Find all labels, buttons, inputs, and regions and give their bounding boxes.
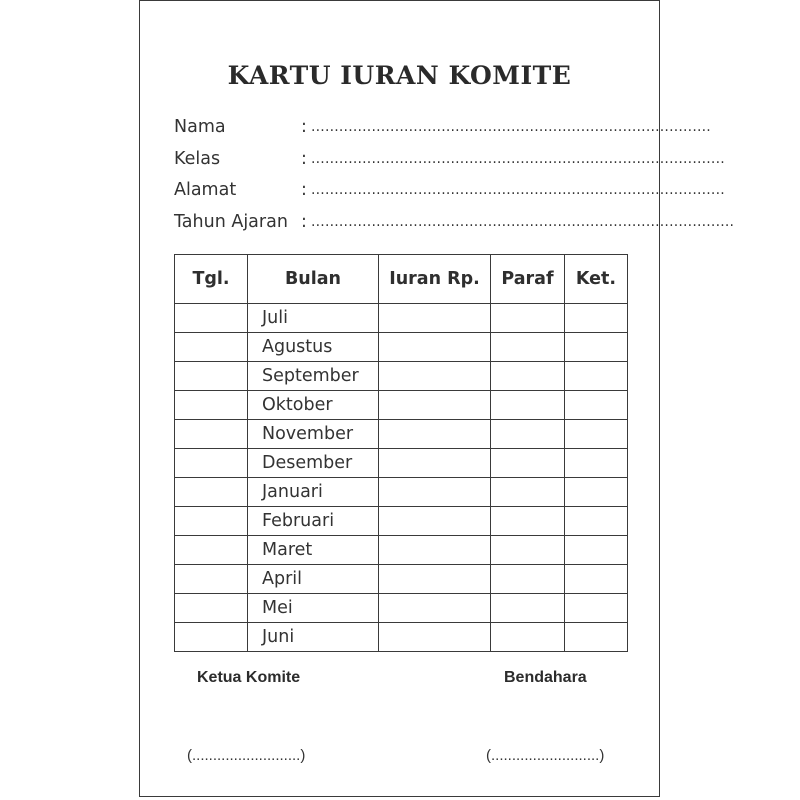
paraf-cell [491, 333, 565, 362]
month-cell: Desember [248, 449, 379, 478]
ket-cell [565, 507, 628, 536]
month-cell: Juni [248, 623, 379, 652]
table-row [175, 362, 628, 391]
table-row [175, 478, 628, 507]
field-blank-line: ......................................................................................... [311, 150, 725, 167]
month-cell: Maret [248, 536, 379, 565]
field-colon: : [301, 180, 307, 200]
paraf-cell [491, 623, 565, 652]
paraf-cell [491, 449, 565, 478]
month-cell: Januari [248, 478, 379, 507]
table-row [175, 623, 628, 652]
ket-cell [565, 362, 628, 391]
paraf-cell [491, 536, 565, 565]
iuran-cell [379, 391, 491, 420]
table-header-row [175, 255, 628, 304]
ket-cell [565, 333, 628, 362]
iuran-cell [379, 478, 491, 507]
ket-cell [565, 304, 628, 333]
field-kelas [174, 145, 725, 177]
table-row [175, 536, 628, 565]
tgl-cell [175, 536, 248, 565]
field-blank-line: ......................................................................................... [311, 182, 725, 198]
paraf-cell [491, 362, 565, 391]
field-colon: : [301, 117, 307, 137]
field-blank-line: ...................................................................................... [311, 119, 711, 135]
tgl-cell [175, 391, 248, 420]
tgl-cell [175, 362, 248, 391]
tgl-cell [175, 478, 248, 507]
field-nama [174, 113, 711, 145]
ketua-komite-label: Ketua Komite [197, 669, 301, 686]
paraf-cell [491, 478, 565, 507]
header-ket: Ket. [565, 255, 628, 304]
month-cell: Mei [248, 594, 379, 623]
tgl-cell [175, 449, 248, 478]
ket-cell [565, 623, 628, 652]
tgl-cell [175, 333, 248, 362]
iuran-cell [379, 536, 491, 565]
month-cell: September [248, 362, 379, 391]
field-colon: : [301, 148, 307, 169]
iuran-table [174, 254, 628, 652]
ket-cell [565, 420, 628, 449]
bendahara-label: Bendahara [504, 669, 587, 686]
table-row [175, 594, 628, 623]
iuran-cell [379, 420, 491, 449]
paraf-cell [491, 420, 565, 449]
field-label: Nama [174, 117, 226, 137]
table-row [175, 304, 628, 333]
table-row [175, 333, 628, 362]
ket-cell [565, 594, 628, 623]
tgl-cell [175, 565, 248, 594]
month-cell: November [248, 420, 379, 449]
iuran-cell [379, 333, 491, 362]
iuran-cell [379, 594, 491, 623]
iuran-cell [379, 623, 491, 652]
month-cell: Agustus [248, 333, 379, 362]
field-alamat [174, 176, 725, 208]
tgl-cell [175, 304, 248, 333]
table-row [175, 565, 628, 594]
table-body [175, 304, 628, 652]
field-blank-line: ........................................................................................... [311, 213, 735, 230]
header-bulan: Bulan [248, 255, 379, 304]
iuran-cell [379, 507, 491, 536]
field-label: Kelas [174, 148, 221, 169]
iuran-card [139, 0, 735, 797]
table-row [175, 391, 628, 420]
tgl-cell [175, 420, 248, 449]
card-title: KARTU IURAN KOMITE [227, 61, 572, 90]
month-cell: Februari [248, 507, 379, 536]
field-label: Alamat [174, 180, 237, 200]
identity-fields [174, 113, 735, 239]
ket-cell [565, 478, 628, 507]
paraf-cell [491, 304, 565, 333]
field-colon: : [301, 211, 307, 232]
tgl-cell [175, 623, 248, 652]
ket-cell [565, 449, 628, 478]
field-label: Tahun Ajaran [174, 211, 288, 232]
month-cell: Juli [248, 304, 379, 333]
header-tgl: Tgl. [175, 255, 248, 304]
iuran-cell [379, 304, 491, 333]
tgl-cell [175, 507, 248, 536]
header-paraf: Paraf [491, 255, 565, 304]
table-row [175, 420, 628, 449]
month-cell: April [248, 565, 379, 594]
paraf-cell [491, 391, 565, 420]
month-cell: Oktober [248, 391, 379, 420]
paraf-cell [491, 565, 565, 594]
iuran-cell [379, 449, 491, 478]
tgl-cell [175, 594, 248, 623]
table-row [175, 449, 628, 478]
table-row [175, 507, 628, 536]
iuran-cell [379, 565, 491, 594]
iuran-cell [379, 362, 491, 391]
ketua-komite-signature-blank: (..........................) [187, 747, 306, 764]
bendahara-signature-blank: (..........................) [486, 747, 605, 764]
ket-cell [565, 391, 628, 420]
ket-cell [565, 565, 628, 594]
header-iuran: Iuran Rp. [379, 255, 491, 304]
paraf-cell [491, 507, 565, 536]
field-tahun-ajaran [174, 208, 735, 240]
ket-cell [565, 536, 628, 565]
paraf-cell [491, 594, 565, 623]
